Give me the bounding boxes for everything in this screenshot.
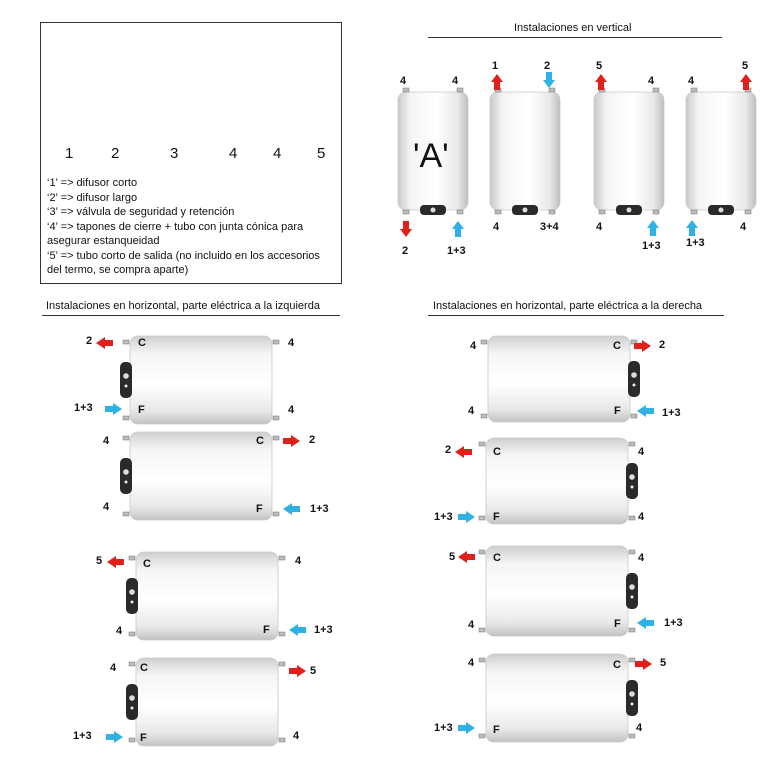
hl2-hot-label: C (256, 435, 264, 447)
horizontal-left-title-rule (42, 315, 340, 316)
horizontal-left-tank-4 (136, 658, 278, 746)
hl3-cold-arrow (289, 624, 306, 636)
vertical-tank2-top-left: 1 (492, 60, 499, 72)
horizontal-left-tank-1-fitting-tl (123, 340, 129, 344)
hl3-hot-label: C (143, 558, 151, 570)
vertical-thermostat-dial-4 (719, 208, 724, 213)
horizontal-left-tank-4-fitting-tr (279, 662, 285, 666)
horizontal-right-tank-1-dial (631, 372, 637, 378)
horizontal-right-tank-1-fitting-br (631, 414, 637, 418)
horizontal-right-tank-3-dial (629, 584, 635, 590)
vertical-fitting-bl-1 (403, 210, 409, 214)
horizontal-right-tank-1 (488, 336, 630, 422)
horizontal-right-tank-2-fitting-tr (629, 442, 635, 446)
hl3-cap-top: 4 (295, 555, 302, 567)
horizontal-right-tank-4-fitting-tl (479, 658, 485, 662)
hr4-cold-label: F (493, 724, 500, 736)
horizontal-left-tank-3-fitting-bl (129, 632, 135, 636)
vertical-fitting-bl-4 (691, 210, 697, 214)
hr2-hot-arrow (455, 446, 472, 458)
hl3-cold-number: 1+3 (314, 624, 333, 636)
horizontal-left-tank-1-dial (123, 373, 129, 379)
hl4-hot-label: C (140, 662, 148, 674)
hl1-cold-number: 1+3 (74, 402, 93, 414)
hr1-cold-label: F (614, 405, 621, 417)
horizontal-right-tank-1-fitting-bl (481, 414, 487, 418)
part-number-6: 5 (317, 145, 326, 162)
vertical-thermostat-dial-2 (523, 208, 528, 213)
hl1-hot-arrow (96, 337, 113, 349)
horizontal-right-tank-4-fitting-br (629, 734, 635, 738)
vertical-tank3-inlet-arrow (647, 220, 659, 236)
horizontal-left-tank-1-fitting-bl (123, 416, 129, 420)
hl4-cap-bottom: 4 (293, 730, 300, 742)
vertical-fitting-tl-1 (403, 88, 409, 92)
hr2-cold-label: F (493, 511, 500, 523)
legend-line-4: ‘4’ => tapones de cierre + tubo con junta cónica para (47, 220, 304, 233)
horizontal-left-tank-2-control-panel (120, 458, 132, 494)
horizontal-left-tank-3-control-panel (126, 578, 138, 614)
vertical-tank2-top-right: 2 (544, 60, 551, 72)
vertical-tank3-top-left: 5 (596, 60, 603, 72)
vertical-tank4-bottom-right: 4 (740, 221, 747, 233)
legend-line-1: ‘1’ => difusor corto (47, 177, 138, 189)
hr1-cap-top: 4 (470, 340, 477, 352)
hr3-hot-arrow (458, 551, 475, 563)
horizontal-left-tank-3-fitting-tr (279, 556, 285, 560)
vertical-thermostat-dial-3 (627, 208, 632, 213)
horizontal-right-tank-1-control-panel (628, 361, 640, 397)
vertical-fitting-bl-3 (599, 210, 605, 214)
hl1-cap-top: 4 (288, 337, 295, 349)
horizontal-left-tank-3-fitting-br (279, 632, 285, 636)
vertical-fitting-br-4 (745, 210, 751, 214)
hl1-hot-number: 2 (86, 335, 93, 347)
legend-line-7: del termo, se compra aparte) (47, 264, 189, 276)
hr2-cold-arrow (458, 511, 475, 523)
horizontal-left-tank-2-fitting-br (273, 512, 279, 516)
hr4-cap-top: 4 (468, 657, 475, 669)
horizontal-right-tank-3-fitting-tl (479, 550, 485, 554)
hl2-hot-number: 2 (309, 434, 316, 446)
legend-line-5: asegurar estanqueidad (47, 235, 160, 247)
vertical-title-rule (428, 37, 722, 38)
hr1-hot-label: C (613, 340, 621, 352)
vertical-tank-3 (594, 92, 664, 210)
horizontal-right-tank-2-control-panel (626, 463, 638, 499)
horizontal-left-tank-2-fitting-bl (123, 512, 129, 516)
horizontal-right-tank-4-indicator (631, 703, 634, 706)
vertical-tank4-top-left: 4 (688, 75, 695, 87)
hr4-cold-number: 1+3 (434, 722, 453, 734)
horizontal-left-tank-1-indicator (125, 385, 128, 388)
vertical-tank3-top-right: 4 (648, 75, 655, 87)
legend-line-2: ‘2’ => difusor largo (47, 191, 138, 204)
hl4-cold-arrow (106, 731, 123, 743)
vertical-tank4-top-right: 5 (742, 60, 749, 72)
horizontal-right-tank-3 (486, 546, 628, 636)
vertical-tank2-bottom-right: 3+4 (540, 221, 559, 233)
hl1-hot-label: C (138, 337, 146, 349)
hr1-cold-arrow (637, 405, 654, 417)
hr3-hot-number: 5 (449, 551, 456, 563)
horizontal-right-section-title: Instalaciones en horizontal, parte eléctrica a la derecha (433, 300, 703, 312)
horizontal-right-tank-3-fitting-bl (479, 628, 485, 632)
hr1-cold-number: 1+3 (662, 407, 681, 419)
vertical-tank1-inlet-arrow (452, 221, 464, 237)
vertical-thermostat-dial-1 (431, 208, 436, 213)
horizontal-left-tank-3-dial (129, 589, 135, 595)
vertical-tank4-inlet-arrow (686, 220, 698, 236)
hr4-hot-arrow (635, 658, 652, 670)
vertical-fitting-tr-1 (457, 88, 463, 92)
vertical-tank3-bottom-left: 4 (596, 221, 603, 233)
hl4-hot-number: 5 (310, 665, 317, 677)
hr1-hot-number: 2 (659, 339, 666, 351)
horizontal-right-tank-2-fitting-br (629, 516, 635, 520)
horizontal-left-tank-2-dial (123, 469, 129, 475)
horizontal-right-tank-3-control-panel (626, 573, 638, 609)
accessories-legend (40, 22, 342, 284)
vertical-tank4-outlet-arrow (740, 74, 752, 90)
vertical-tank2-bottom-left: 4 (493, 221, 500, 233)
part-number-1: 1 (65, 145, 74, 162)
horizontal-left-section-title: Instalaciones en horizontal, parte eléctrica a la izquierda (46, 300, 320, 312)
horizontal-right-tank-4-fitting-bl (479, 734, 485, 738)
vertical-tank1-top-right: 4 (452, 75, 459, 87)
vertical-section-title: Instalaciones en vertical (514, 22, 632, 34)
horizontal-left-tank-4-fitting-tl (129, 662, 135, 666)
horizontal-left-tank-4-indicator (131, 707, 134, 710)
hr3-hot-label: C (493, 552, 501, 564)
vertical-tank3-bottom-right: 1+3 (642, 240, 661, 252)
horizontal-left-tank-1-fitting-br (273, 416, 279, 420)
horizontal-right-tank-1-fitting-tl (481, 340, 487, 344)
tank-a-label: 'A' (413, 137, 449, 175)
horizontal-right-tank-1-indicator (633, 384, 636, 387)
vertical-fitting-tl-4 (691, 88, 697, 92)
hr4-hot-label: C (613, 659, 621, 671)
legend-line-6: ‘5’ => tubo corto de salida (no incluido en los accesorios (47, 249, 320, 262)
hl1-cold-label: F (138, 404, 145, 416)
hl2-cold-arrow (283, 503, 300, 515)
hr2-hot-label: C (493, 446, 501, 458)
part-number-4: 4 (229, 145, 238, 162)
hl2-cap-bottom: 4 (103, 501, 110, 513)
vertical-fitting-br-2 (549, 210, 555, 214)
vertical-tank-2 (490, 92, 560, 210)
horizontal-left-tank-1-control-panel (120, 362, 132, 398)
vertical-fitting-br-3 (653, 210, 659, 214)
horizontal-right-tank-2-dial (629, 474, 635, 480)
vertical-fitting-tr-2 (549, 88, 555, 92)
hl2-cold-number: 1+3 (310, 503, 329, 515)
horizontal-left-tank-3-fitting-tl (129, 556, 135, 560)
horizontal-left-tank-3 (136, 552, 278, 640)
part-number-3: 3 (170, 145, 179, 162)
hr3-cold-label: F (614, 618, 621, 630)
hl4-hot-arrow (289, 665, 306, 677)
hr4-cap-bottom: 4 (636, 722, 643, 734)
horizontal-right-tank-2-indicator (631, 486, 634, 489)
hl2-cap-top: 4 (103, 435, 110, 447)
hl2-hot-arrow (283, 435, 300, 447)
horizontal-left-tank-1-fitting-tr (273, 340, 279, 344)
hr1-cap-bottom: 4 (468, 405, 475, 417)
horizontal-right-title-rule (428, 315, 724, 316)
hl1-cold-arrow (105, 403, 122, 415)
hl4-cap-top: 4 (110, 662, 117, 674)
vertical-tank3-outlet-arrow (595, 74, 607, 90)
legend-line-3: ‘3’ => válvula de seguridad y retención (47, 206, 235, 218)
hr2-hot-number: 2 (445, 444, 452, 456)
hr3-cold-arrow (637, 617, 654, 629)
vertical-tank-4 (686, 92, 756, 210)
part-number-2: 2 (111, 145, 120, 162)
horizontal-right-tank-4-dial (629, 691, 635, 697)
hl4-cold-label: F (140, 732, 147, 744)
horizontal-left-tank-2-fitting-tr (273, 436, 279, 440)
horizontal-right-tank-2-fitting-bl (479, 516, 485, 520)
horizontal-left-tank-2-fitting-tl (123, 436, 129, 440)
horizontal-right-tank-4-fitting-tr (629, 658, 635, 662)
horizontal-right-tank-2-fitting-tl (479, 442, 485, 446)
hl3-hot-arrow (107, 556, 124, 568)
horizontal-left-tank-2 (130, 432, 272, 520)
hl3-hot-number: 5 (96, 555, 103, 567)
vertical-tank1-bottom-left: 2 (402, 245, 409, 257)
horizontal-left-tank-4-fitting-bl (129, 738, 135, 742)
vertical-fitting-br-1 (457, 210, 463, 214)
hl2-cold-label: F (256, 503, 263, 515)
vertical-tank4-bottom-left: 1+3 (686, 237, 705, 249)
hr3-cap-bottom: 4 (468, 619, 475, 631)
part-number-5: 4 (273, 145, 282, 162)
horizontal-right-tank-4-control-panel (626, 680, 638, 716)
horizontal-left-tank-4-dial (129, 695, 135, 701)
hr4-hot-number: 5 (660, 657, 667, 669)
vertical-tank1-top-left: 4 (400, 75, 407, 87)
vertical-tank1-bottom-right: 1+3 (447, 245, 466, 257)
horizontal-right-tank-3-fitting-tr (629, 550, 635, 554)
hl3-cold-label: F (263, 624, 270, 636)
hl4-cold-number: 1+3 (73, 730, 92, 742)
horizontal-left-tank-3-indicator (131, 601, 134, 604)
vertical-tank1-outlet-arrow (400, 221, 412, 237)
hr2-cap-bottom: 4 (638, 511, 645, 523)
vertical-fitting-tr-3 (653, 88, 659, 92)
horizontal-left-tank-4-control-panel (126, 684, 138, 720)
hr3-cap-top: 4 (638, 552, 645, 564)
horizontal-right-tank-4 (486, 654, 628, 742)
horizontal-right-tank-3-fitting-br (629, 628, 635, 632)
hl1-cap-bottom: 4 (288, 404, 295, 416)
horizontal-left-tank-2-indicator (125, 481, 128, 484)
horizontal-left-tank-1 (130, 336, 272, 424)
hr4-cold-arrow (458, 722, 475, 734)
horizontal-left-tank-4-fitting-br (279, 738, 285, 742)
hr3-cold-number: 1+3 (664, 617, 683, 629)
vertical-tank2-inlet-arrow (543, 72, 555, 88)
horizontal-right-tank-3-indicator (631, 596, 634, 599)
hr2-cap-top: 4 (638, 446, 645, 458)
vertical-tank2-outlet-arrow (491, 74, 503, 90)
hr2-cold-number: 1+3 (434, 511, 453, 523)
hl3-cap-bottom: 4 (116, 625, 123, 637)
vertical-fitting-bl-2 (495, 210, 501, 214)
horizontal-right-tank-2 (486, 438, 628, 524)
